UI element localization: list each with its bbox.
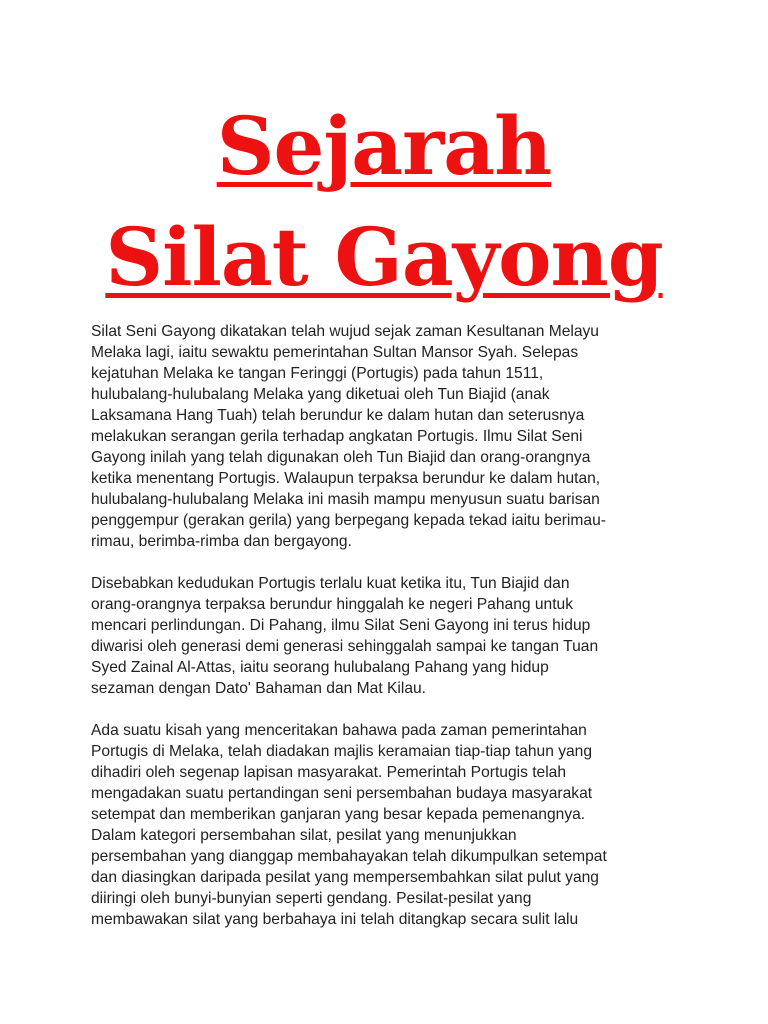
title-line-2: Silat Gayong (105, 210, 663, 304)
article-body (91, 321, 691, 951)
paragraph-1: Silat Seni Gayong dikatakan telah wujud sejak zaman Kesultanan Melayu Melaka lagi, iaitu sewaktu pemerintahan Sultan Mansor Syah. Selepas kejatuhan Melaka ke tangan Feringgi (Portugis) pada tahun 1511, hulubalang-hulubalang Melaka yang diketuai oleh Tun Biajid (anak Laksamana Hang Tuah) telah berundur ke dalam hutan dan seterusnya melakukan serangan gerila terhadap angkatan Portugis. Ilmu Silat Seni Gayong inilah yang telah digunakan oleh Tun Biajid dan orang-orangnya ketika menentang Portugis. Walaupun terpaksa berundur ke dalam hutan, hulubalang-hulubalang Melaka ini masih mampu menyusun suatu barisan penggempur (gerakan gerila) yang berpegang kepada tekad iaitu berimau- rimau, berimba-rimba dan bergayong. (91, 323, 606, 550)
title-line-1: Sejarah (216, 99, 552, 193)
paragraph-3: Ada suatu kisah yang menceritakan bahawa pada zaman pemerintahan Portugis di Melaka, telah diadakan majlis keramaian tiap-tiap tahun yang dihadiri oleh segenap lapisan masyarakat. Pemerintah Portugis telah mengadakan suatu pertandingan seni persembahan budaya masyarakat setempat dan memberikan ganjaran yang besar kepada pemenangnya. Dalam kategori persembahan silat, pesilat yang menunjukkan persembahan yang dianggap membahayakan telah dikumpulkan setempat dan diasingkan daripada pesilat yang mempersembahkan silat pulut yang diiringi oleh bunyi-bunyian seperti gendang. Pesilat-pesilat yang membawakan silat yang berbahaya ini telah ditangkap secara sulit lalu (91, 722, 607, 928)
paragraph-2: Disebabkan kedudukan Portugis terlalu kuat ketika itu, Tun Biajid dan orang-orangnya terpaksa berundur hinggalah ke negeri Pahang untuk mencari perlindungan. Di Pahang, ilmu Silat Seni Gayong ini terus hidup diwarisi oleh generasi demi generasi sehinggalah sampai ke tangan Tuan Syed Zainal Al-Attas, iaitu seorang hulubalang Pahang yang hidup sezaman dengan Dato' Bahaman dan Mat Kilau. (91, 575, 599, 697)
